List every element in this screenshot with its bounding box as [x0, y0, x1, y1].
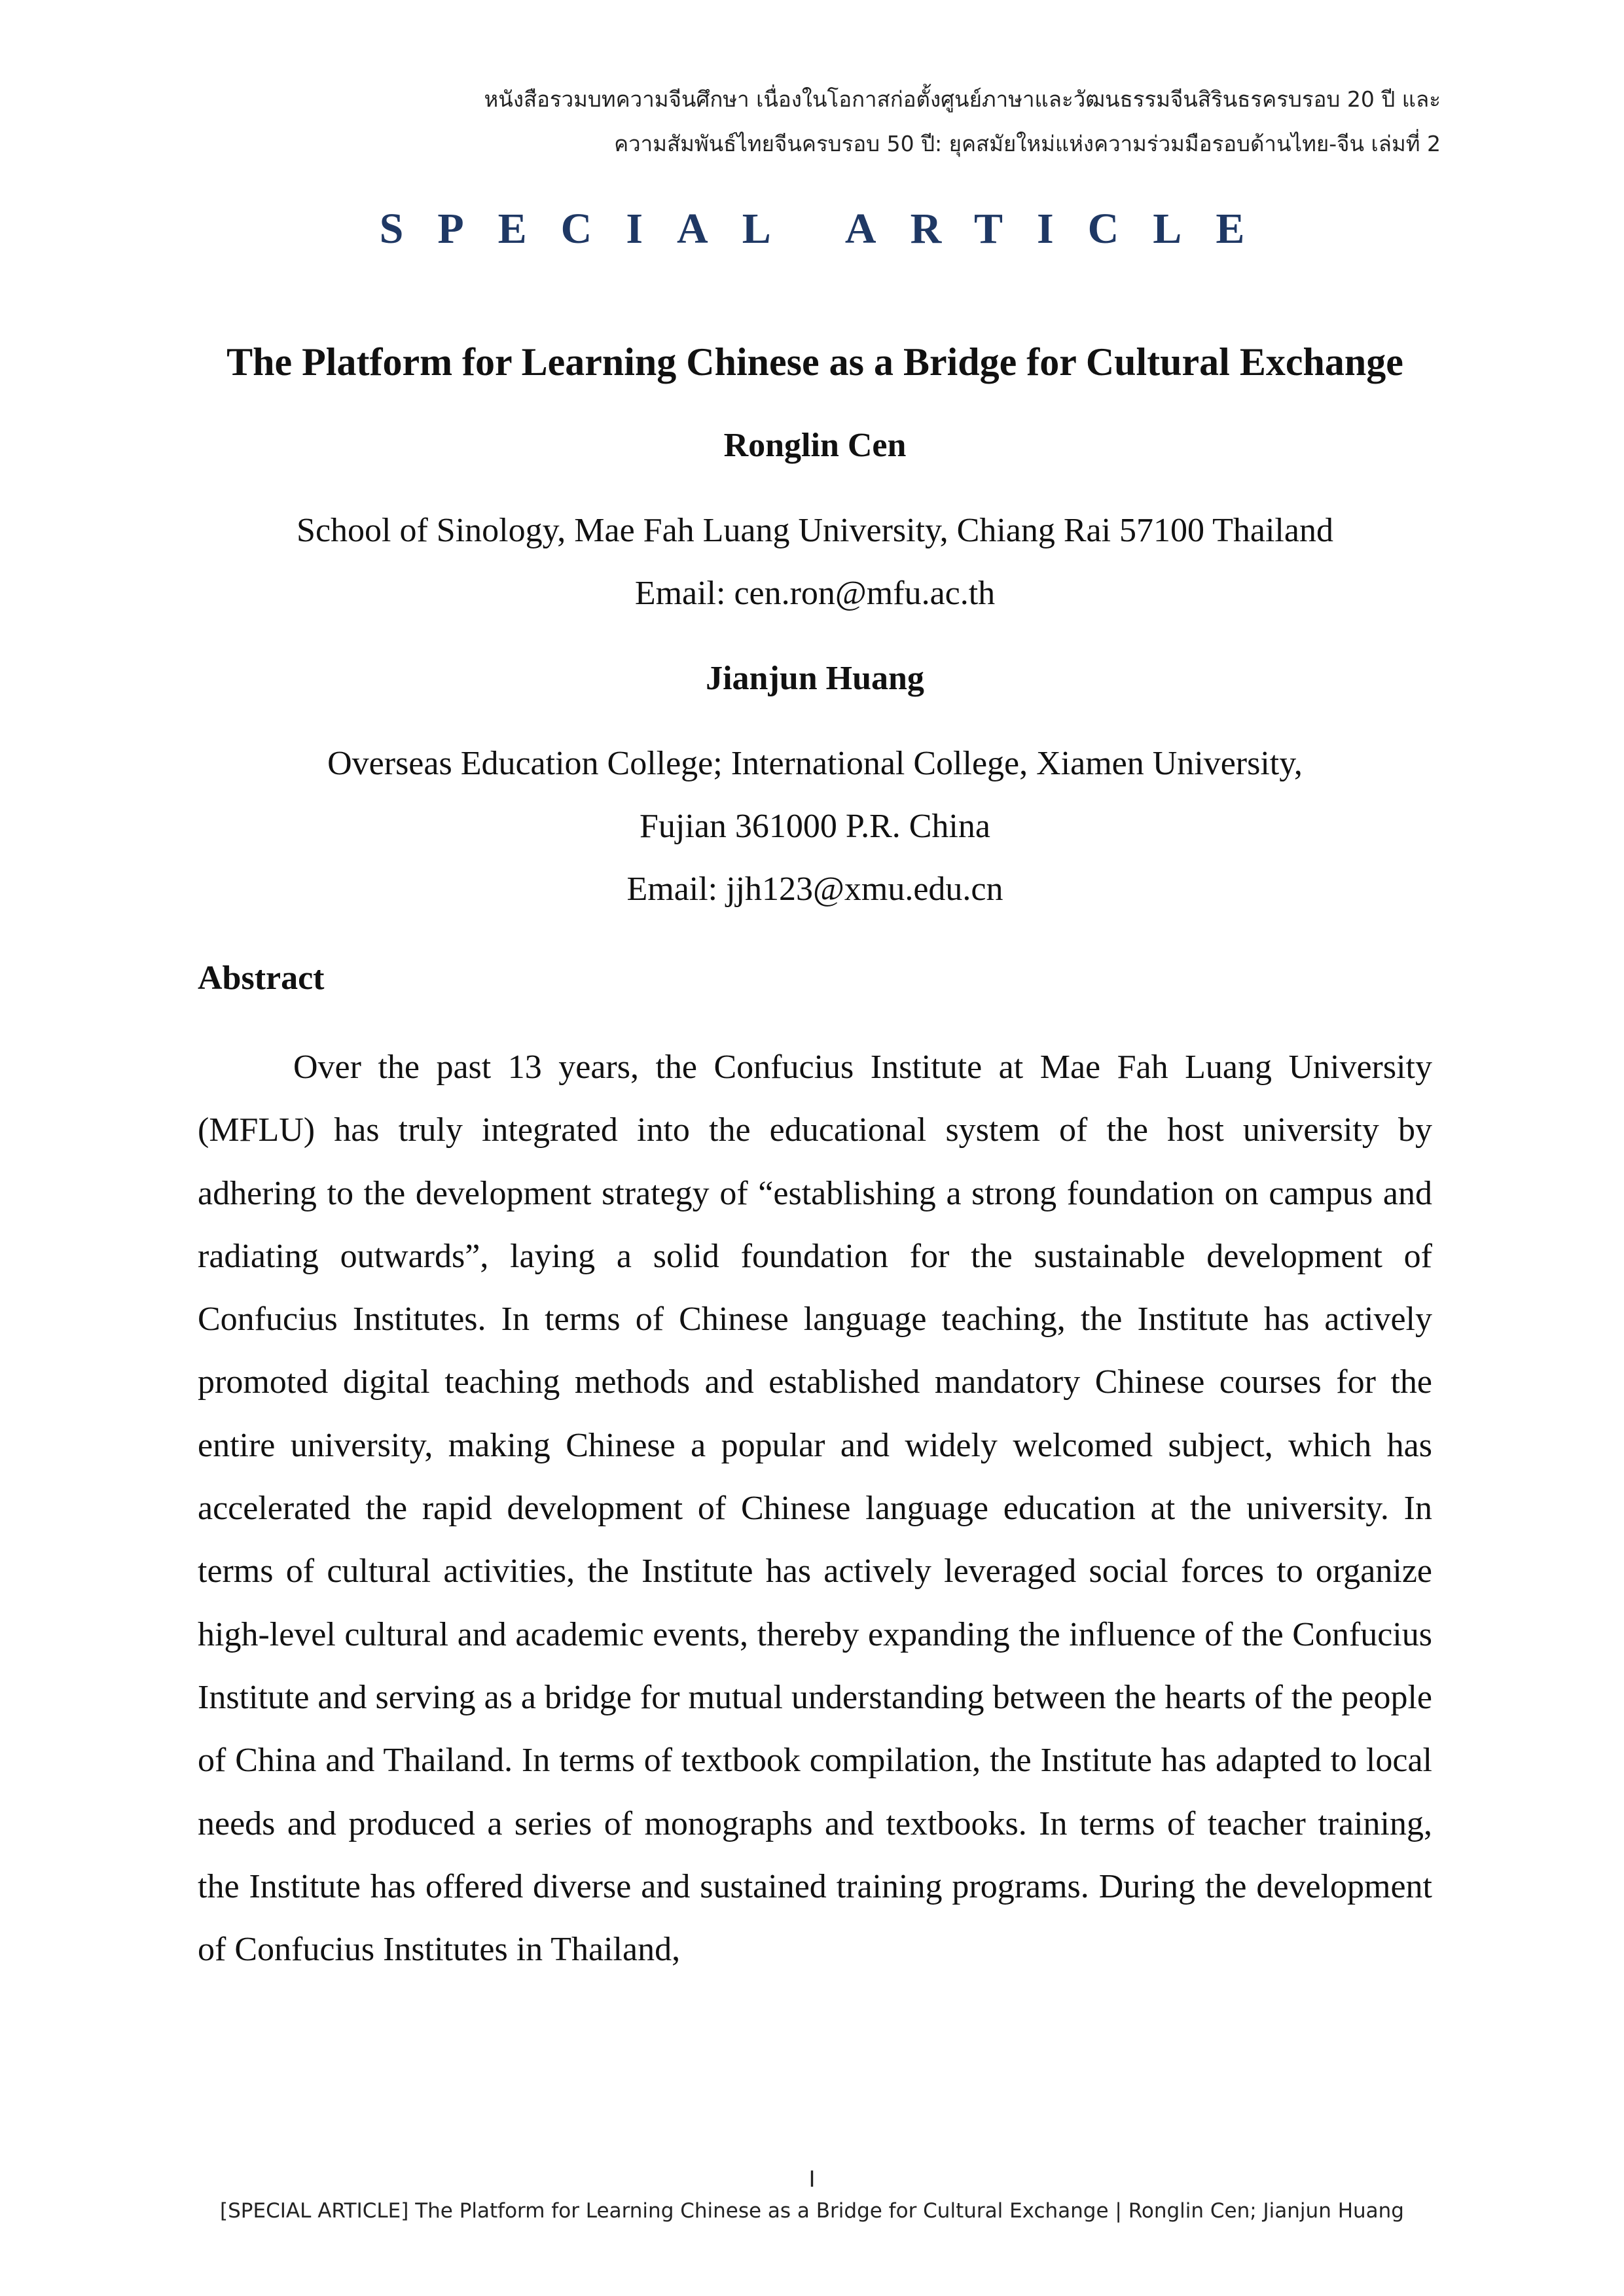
running-header-line-1: หนังสือรวมบทความจีนศึกษา เนื่องในโอกาสก่อตั้งศูนย์ภาษาและวัฒนธรรมจีนสิรินธรครบรอบ 20 ปี และ	[484, 86, 1441, 112]
author-email-2: Email: jjh123@xmu.edu.cn	[626, 870, 1003, 908]
running-header	[197, 77, 1441, 166]
running-header-line-2: ความสัมพันธ์ไทยจีนครบรอบ 50 ปี: ยุคสมัยใหม่แห่งความร่วมมือรอบด้านไทย-จีน เล่มที่ 2	[614, 131, 1441, 156]
author-name-2: Jianjun Huang	[706, 660, 924, 697]
author-affiliation-2	[198, 732, 1432, 921]
abstract-heading: Abstract	[198, 960, 325, 997]
affiliation-line: School of Sinology, Mae Fah Luang University, Chiang Rai 57100 Thailand	[297, 512, 1333, 549]
running-footer: [SPECIAL ARTICLE] The Platform for Learning Chinese as a Bridge for Cultural Exchange | Ronglin Cen; Jianjun Huang	[220, 2199, 1404, 2223]
author-affiliation-1	[198, 499, 1432, 625]
section-label: SPECIAL ARTICLE	[379, 205, 1279, 253]
author-name-1: Ronglin Cen	[723, 427, 907, 464]
affiliation-line: Overseas Education College; International College, Xiamen University,	[327, 745, 1303, 782]
article-title: The Platform for Learning Chinese as a Bridge for Cultural Exchange	[226, 340, 1403, 384]
affiliation-line: Fujian 361000 P.R. China	[640, 808, 990, 845]
abstract-body: Over the past 13 years, the Confucius Institute at Mae Fah Luang University (MFLU) has truly integrated into the educational system of the host university by adhering to the development strategy of “establishing a strong foundation on campus and radiating outwards”, laying a solid foundation for the sustainable development of Confucius Institutes. In terms of Chinese language teaching, the Institute has actively promoted digital teaching methods and established mandatory Chinese courses for the entire university, making Chinese a popular and widely welcomed subject, which has accelerated the rapid development of Chinese language education at the university. In terms of cultural activities, the Institute has actively leveraged social forces to organize high-level cultural and academic events, thereby expanding the influence of the Confucius Institute and serving as a bridge for mutual understanding between the hearts of the people of China and Thailand. In terms of textbook compilation, the Institute has adapted to local needs and produced a series of monographs and textbooks. In terms of teacher training, the Institute has offered diverse and sustained training programs. During the development of Confucius Institutes in Thailand,	[198, 1049, 1432, 1969]
article-content	[198, 331, 1432, 1981]
author-email-1: Email: cen.ron@mfu.ac.th	[634, 575, 996, 612]
page-number: I	[808, 2166, 816, 2193]
